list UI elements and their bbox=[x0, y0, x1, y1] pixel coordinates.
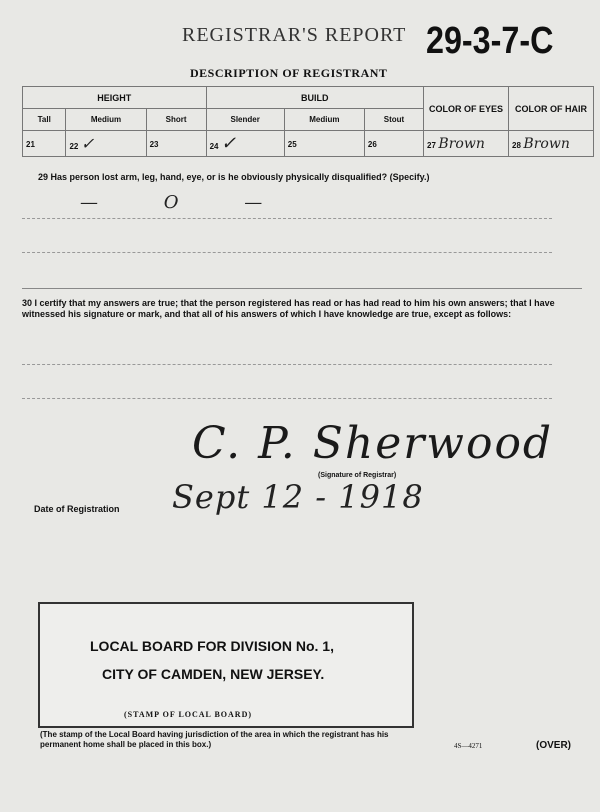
answer-line bbox=[22, 252, 552, 253]
stamp-line-2: CITY OF CAMDEN, NEW JERSEY. bbox=[102, 666, 325, 682]
stamp-caption: (STAMP OF LOCAL BOARD) bbox=[124, 710, 253, 719]
tall-label: Tall bbox=[23, 109, 66, 131]
section-divider bbox=[22, 288, 582, 289]
eyes-header: COLOR OF EYES bbox=[424, 87, 509, 131]
build-header: BUILD bbox=[206, 87, 423, 109]
registration-date-value: Sept 12 - 1918 bbox=[172, 478, 424, 516]
cell-25: 25 bbox=[284, 131, 364, 157]
hair-value: Brown bbox=[523, 135, 570, 152]
cell-21: 21 bbox=[23, 131, 66, 157]
cell-26: 26 bbox=[364, 131, 423, 157]
cell-27: 27 Brown bbox=[424, 131, 509, 157]
description-table bbox=[22, 86, 594, 157]
cell-24: 24 ✓ bbox=[206, 131, 284, 157]
answer-line bbox=[22, 218, 552, 219]
registration-date-label: Date of Registration bbox=[34, 504, 120, 514]
registrar-signature: C. P. Sherwood bbox=[192, 418, 554, 469]
cell-22: 22 ✓ bbox=[66, 131, 146, 157]
short-label: Short bbox=[146, 109, 206, 131]
medium-build-label: Medium bbox=[284, 109, 364, 131]
question-30: 30 I certify that my answers are true; that the person registered has read or has had read to him his own answers; that I have witnessed his signature or mark, and that all of his answers of which I have knowledge are true, except as follows: bbox=[22, 298, 555, 319]
question-29-answer: — O — bbox=[80, 192, 293, 213]
stamp-line-1: LOCAL BOARD FOR DIVISION No. 1, bbox=[90, 638, 334, 654]
question-29: 29 Has person lost arm, leg, hand, eye, or is he obviously physically disqualified? (Specify.) bbox=[38, 172, 430, 182]
hair-header: COLOR OF HAIR bbox=[509, 87, 594, 131]
signature-caption: (Signature of Registrar) bbox=[318, 472, 397, 479]
stamp-instructions: (The stamp of the Local Board having jurisdiction of the area in which the registrant has his permanent home shall be placed in this box.) bbox=[40, 730, 389, 749]
answer-line bbox=[22, 398, 552, 399]
cell-28: 28 Brown bbox=[509, 131, 594, 157]
section-subtitle: DESCRIPTION OF REGISTRANT bbox=[190, 66, 388, 80]
height-header: HEIGHT bbox=[23, 87, 207, 109]
report-title: REGISTRAR'S REPORT bbox=[182, 24, 407, 46]
check-mark: ✓ bbox=[221, 133, 237, 154]
medium-height-label: Medium bbox=[66, 109, 146, 131]
eyes-value: Brown bbox=[438, 135, 485, 152]
local-board-stamp bbox=[38, 602, 414, 728]
over-label: (OVER) bbox=[536, 740, 571, 751]
slender-label: Slender bbox=[206, 109, 284, 131]
stout-label: Stout bbox=[364, 109, 423, 131]
cell-23: 23 bbox=[146, 131, 206, 157]
form-number: 4S—4271 bbox=[454, 742, 483, 750]
answer-line bbox=[22, 364, 552, 365]
check-mark: ✓ bbox=[80, 134, 95, 153]
serial-number: 29-3-7-C bbox=[426, 20, 554, 62]
